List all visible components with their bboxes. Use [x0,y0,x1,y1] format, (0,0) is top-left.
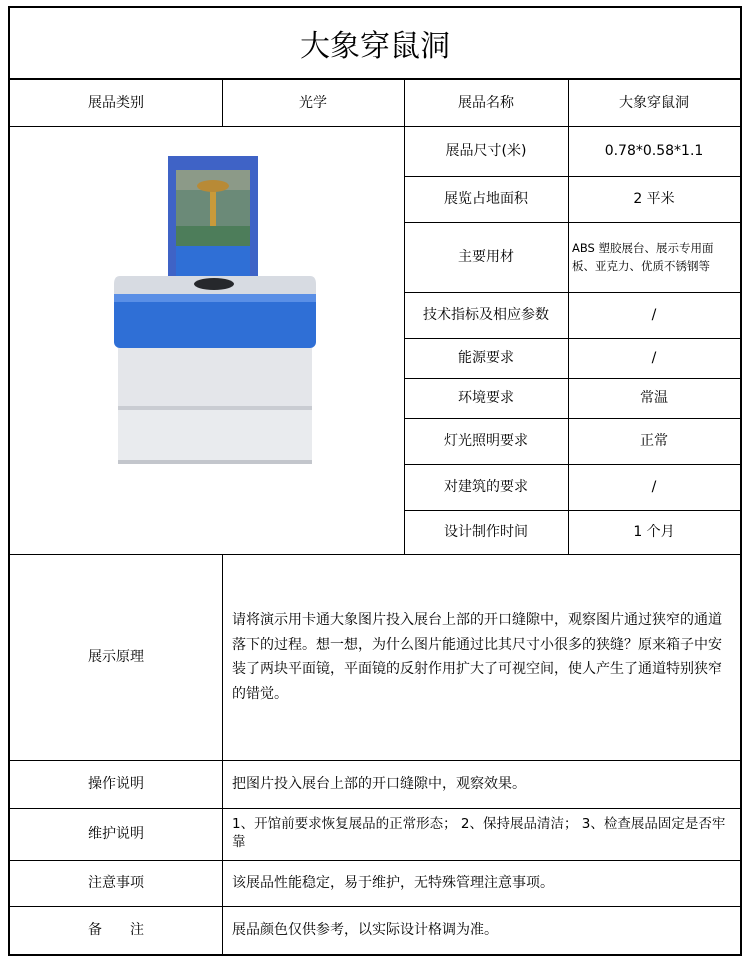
cabinet-upper-panel [118,348,312,406]
page-title: 大象穿鼠洞 [10,8,740,80]
grid-line [404,338,740,339]
remarks-text: 展品颜色仅供参考，以实际设计格调为准。 [232,921,498,938]
spec-value-area: 2 平米 [633,190,675,207]
maintenance-text: 1、开馆前要求恢复展品的正常形态； 2、保持展品清洁； 3、检查展品固定是否牢靠 [232,816,726,850]
grid-line [10,126,740,127]
name-label: 展品名称 [458,94,514,111]
spec-label-size: 展品尺寸(米) [445,142,527,159]
grid-line [10,554,740,555]
principle-label: 展示原理 [88,648,144,665]
spec-label-time: 设计制作时间 [444,523,528,540]
spec-value-time: 1 个月 [633,523,675,540]
name-value: 大象穿鼠洞 [619,94,689,111]
spec-value-technical: / [651,306,657,323]
spec-label-technical: 技术指标及相应参数 [423,306,549,323]
cabinet-lower-panel [118,410,312,462]
operation-label: 操作说明 [88,775,144,792]
spec-label-area: 展览占地面积 [444,190,528,207]
coin-slot-hole [194,278,234,290]
grid-line [404,222,740,223]
grid-line [404,378,740,379]
cabinet-blue-band [114,294,316,348]
grid-line [404,292,740,293]
grid-line [10,860,740,861]
spec-label-environment: 环境要求 [458,389,514,406]
notes-text: 该展品性能稳定，易于维护，无特殊管理注意事项。 [232,874,554,891]
grid-line [10,808,740,809]
spec-value-materials: ABS 塑胶展台、展示专用面板、亚克力、优质不锈钢等 [572,240,714,273]
spec-value-lighting: 正常 [640,432,668,449]
spec-label-lighting: 灯光照明要求 [444,432,528,449]
grid-line [404,464,740,465]
spec-value-energy: / [651,349,657,366]
grid-line [10,760,740,761]
grid-line [404,176,740,177]
spec-value-size: 0.78*0.58*1.1 [604,142,704,159]
category-label: 展品类别 [88,94,144,111]
principle-text: 请将演示用卡通大象图片投入展台上部的开口缝隙中，观察图片通过狭窄的通道落下的过程。想一想，为什么图片能通过比其尺寸小很多的狭缝？原来箱子中安装了两块平面镜，平面镜的反射作用扩大了可视空间，使人产生了通道特别狭窄的错觉。 [232,612,722,702]
spec-label-energy: 能源要求 [458,349,514,366]
remarks-label: 备 注 [88,921,144,938]
spec-value-building: / [651,478,657,495]
category-value: 光学 [299,94,327,111]
spec-label-materials: 主要用材 [458,248,514,265]
grid-line [222,80,223,126]
spec-label-building: 对建筑的要求 [444,478,528,495]
grid-line [568,80,569,554]
exhibit-photo [10,126,404,554]
grid-line [222,554,223,954]
grid-line [10,906,740,907]
exhibit-spec-sheet [8,6,742,956]
notes-label: 注意事项 [88,874,144,891]
maintenance-label: 维护说明 [88,825,144,842]
grid-line [404,80,405,554]
operation-text: 把图片投入展台上部的开口缝隙中，观察效果。 [232,775,526,792]
grid-line [404,510,740,511]
grid-line [404,418,740,419]
spec-value-environment: 常温 [640,389,668,406]
